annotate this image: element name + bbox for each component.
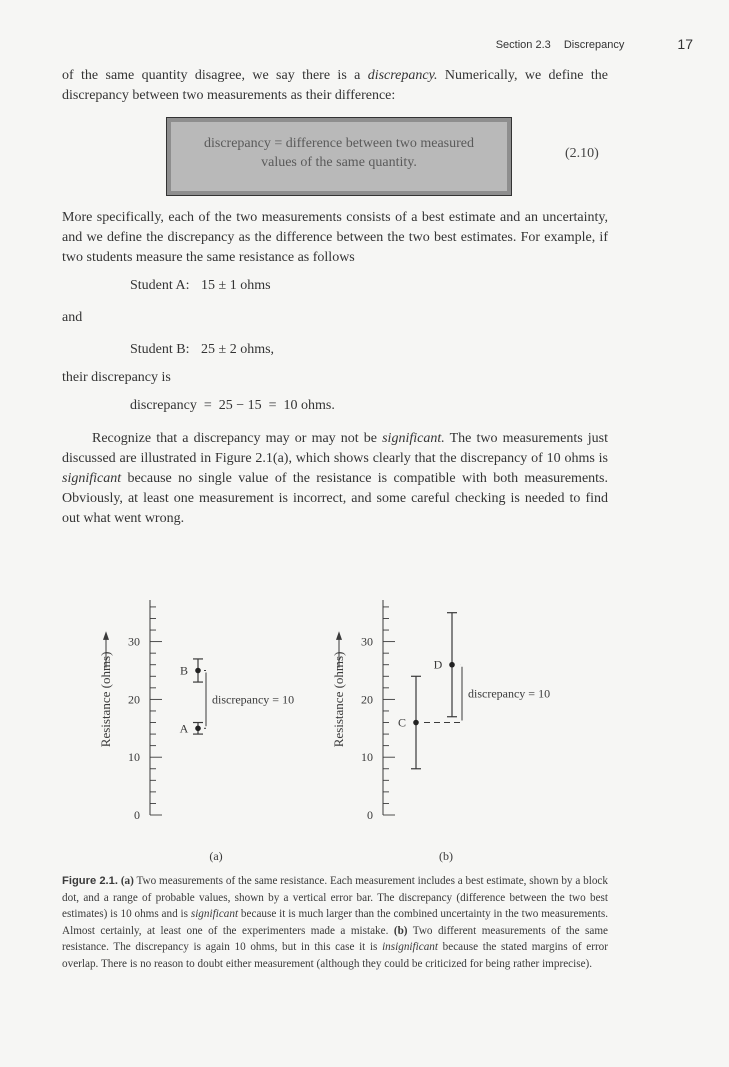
recognize-em-2: significant [62, 471, 122, 486]
recognize-text-3: because no single value of the resistance is compatible with both measurements. Obviously, at least one measurement is incorrect, and some careful checking is needed to find out what went wrong. [62, 471, 608, 526]
student-b-value: 25 ± 2 ohms, [201, 342, 275, 357]
running-head [496, 36, 693, 52]
recognize-em-1: significant. [382, 431, 445, 446]
discrepancy-equation: discrepancy = 25 − 15 = 10 ohms. [130, 398, 335, 413]
page-number: 17 [677, 36, 693, 52]
student-a-line [130, 278, 271, 294]
panel-a-point-label-A: A [179, 721, 189, 736]
and-word: and [62, 310, 83, 325]
figure-caption [62, 873, 608, 972]
student-b-label: Student B: [130, 342, 190, 357]
panel-b-tick-label: 30 [361, 634, 373, 649]
caption-em-2: insignificant [382, 941, 438, 953]
specifics-paragraph: More specifically, each of the two measurements consists of a best estimate and an uncertainty, and we define the discrepancy as the difference between the two best estimates. For example, if two students measure the same resistance as follows [62, 210, 608, 265]
caption-text-2: because it is much larger than the combined uncertainty in the two measurements. Almost certainly, at least one of the experimenters made a mistake. [62, 908, 608, 937]
panel-a-point-label-B: B [179, 663, 189, 678]
caption-text-1: Two measurements of the same resistance. Each measurement includes a best estimate, shown by a block dot, and a range of probable values, shown by a vertical error bar. The discrepancy (difference between the two best estimates) is 10 ohms and is [62, 875, 608, 920]
caption-b-label: (b) [393, 924, 408, 937]
panel-b-tick-label: 0 [367, 808, 373, 822]
panel-a-discrepancy-annotation: discrepancy = 10 [212, 692, 295, 707]
caption-text-3: Two different measurements of the same resistance. The discrepancy is again 10 ohms, but in this case it is [62, 924, 608, 953]
caption-a-label: (a) [120, 875, 134, 887]
panel-b-point-label-D: D [433, 657, 443, 672]
panel-a-y-axis-label: Resistance (ohms) [98, 651, 113, 748]
panel-b-tick-label: 20 [361, 692, 373, 707]
running-head-section: Section 2.3 [495, 39, 551, 51]
their-discrepancy: their discrepancy is [62, 370, 171, 385]
running-head-title: Discrepancy [563, 39, 625, 51]
intro-text-2: Numerically, we define the discrepancy between two measurements as their difference: [62, 68, 608, 103]
panel-b-point-label-C: C [397, 715, 407, 730]
intro-text: of the same quantity disagree, we say there is a [62, 68, 368, 83]
panel-a-y-axis-arrowhead [103, 631, 109, 640]
panel-a-tick-label: 0 [134, 808, 140, 822]
recognize-text-2: The two measurements just discussed are illustrated in Figure 2.1(a), which shows clearly that the discrepancy of 10 ohms is [62, 431, 608, 466]
panel-b-y-axis-label: Resistance (ohms) [331, 651, 346, 748]
panel-b-point-D [449, 662, 455, 668]
panel-a-tick-label: 20 [128, 692, 140, 707]
intro-paragraph [62, 66, 608, 106]
caption-figure-label: Figure 2.1. [62, 875, 118, 887]
caption-text-4: because the stated margins of error overlap. There is no reason to doubt either measurement (although they could be criticized for being rather imprecise). [62, 941, 608, 970]
figure-2-1 [90, 600, 590, 870]
student-b-line [130, 342, 274, 358]
panel-a-point-A [195, 726, 201, 732]
equation-number: (2.10) [565, 146, 599, 161]
panel-b-tick-label: 10 [361, 750, 373, 765]
caption-em-1: significant [190, 908, 239, 920]
panel-a-tick-label: 10 [128, 750, 140, 765]
panel-b-point-C [413, 720, 419, 726]
student-a-value: 15 ± 1 ohms [201, 278, 271, 293]
panel-b-panel-label: (b) [439, 849, 453, 863]
student-a-label: Student A: [130, 278, 190, 293]
panel-a-panel-label: (a) [209, 849, 223, 863]
intro-term: discrepancy. [367, 68, 438, 83]
panel-b-discrepancy-annotation: discrepancy = 10 [468, 686, 551, 701]
definition-line-2: values of the same quantity. [261, 155, 417, 170]
panel-b-y-axis-arrowhead [336, 631, 342, 640]
definition-line-1: discrepancy = difference between two measured [203, 136, 474, 151]
recognize-text-1: Recognize that a discrepancy may or may not be [92, 431, 383, 446]
recognize-paragraph [62, 429, 608, 529]
definition-box [166, 117, 512, 196]
panel-a-tick-label: 30 [128, 634, 140, 649]
panel-a-point-B [195, 668, 201, 674]
